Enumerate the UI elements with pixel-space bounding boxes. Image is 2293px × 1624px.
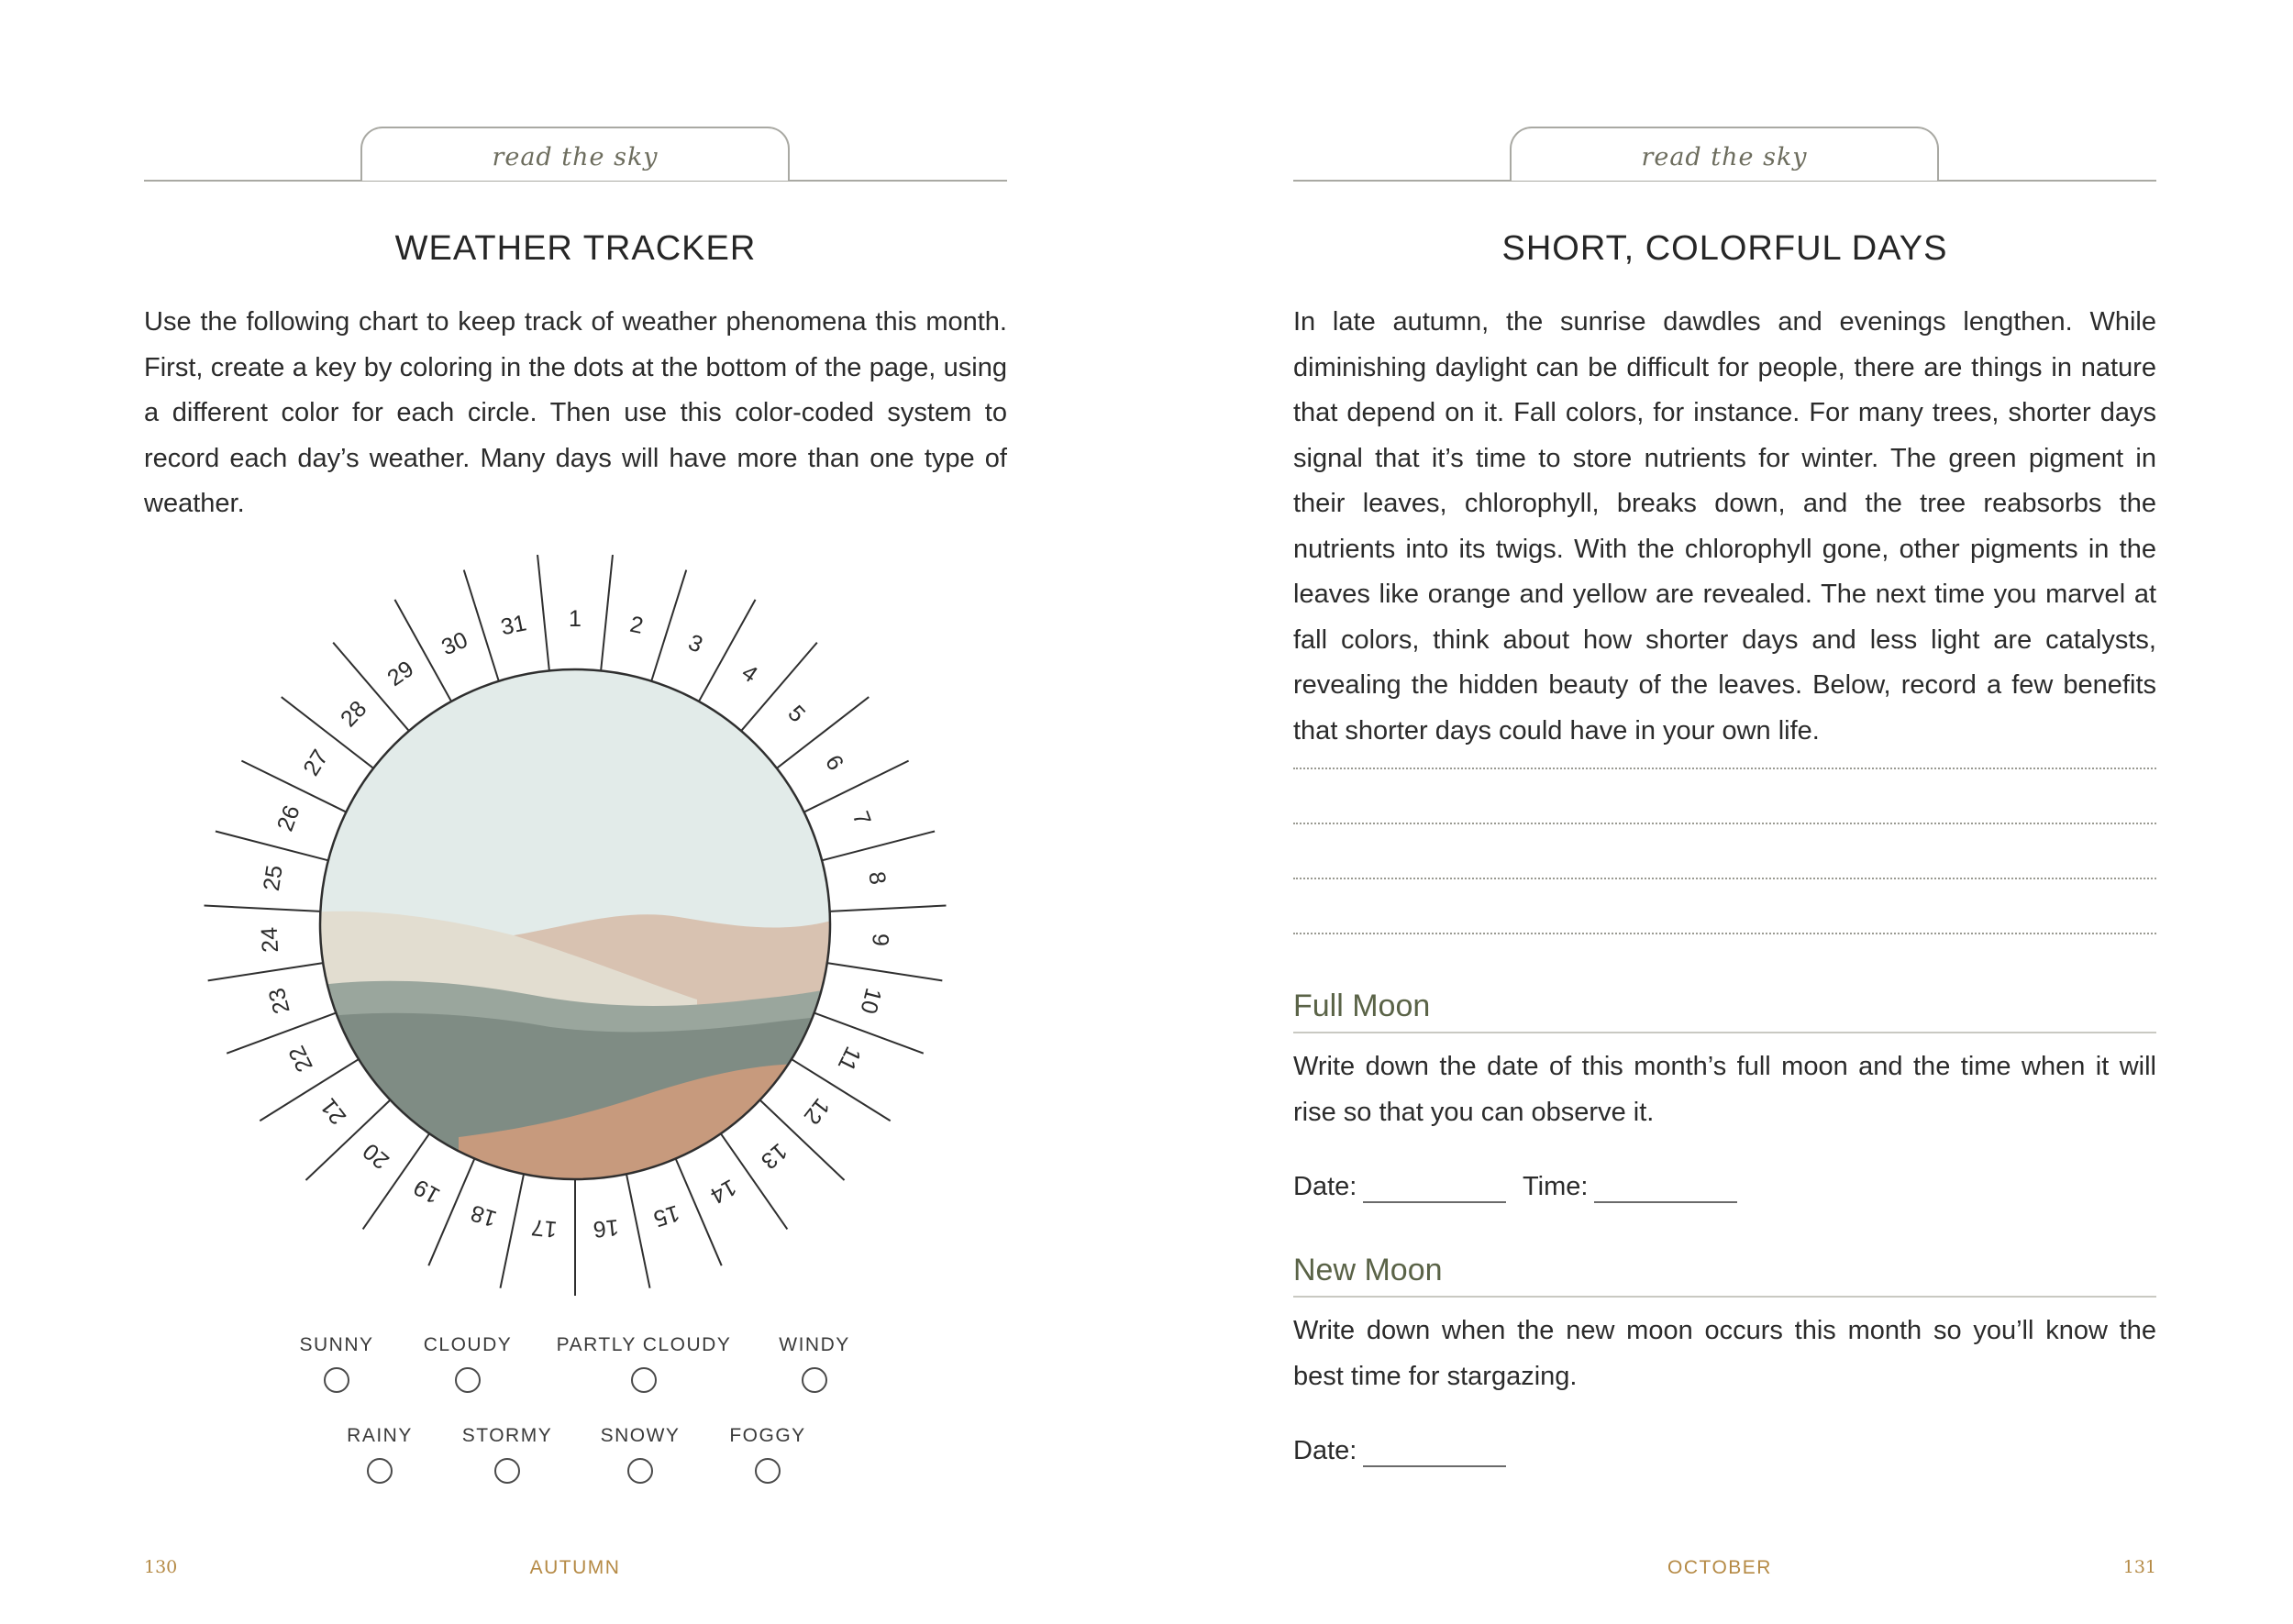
day-divider xyxy=(241,761,346,812)
new-moon-heading: New Moon xyxy=(1293,1253,1443,1287)
full-moon-date-label: Date: xyxy=(1293,1172,1357,1201)
day-label[interactable]: 30 xyxy=(438,626,471,661)
day-label[interactable]: 14 xyxy=(705,1174,741,1210)
day-label[interactable]: 6 xyxy=(820,750,849,776)
day-divider xyxy=(205,905,321,911)
day-label[interactable]: 9 xyxy=(867,933,893,947)
page-title: SHORT, COLORFUL DAYS xyxy=(1501,229,1948,268)
footer-section: AUTUMN xyxy=(529,1557,621,1578)
writing-line[interactable] xyxy=(1293,823,2156,824)
day-label[interactable]: 29 xyxy=(382,656,419,692)
footer-section: OCTOBER xyxy=(1667,1557,1772,1578)
legend-windy xyxy=(714,1334,915,1393)
day-divider xyxy=(814,1013,924,1054)
day-divider xyxy=(651,570,686,681)
full-moon-date-field[interactable] xyxy=(1363,1201,1506,1203)
day-label[interactable]: 20 xyxy=(358,1137,394,1175)
day-label[interactable]: 11 xyxy=(832,1042,867,1076)
page-title: WEATHER TRACKER xyxy=(394,229,757,268)
legend-label: PARTLY CLOUDY xyxy=(556,1334,732,1355)
day-label[interactable]: 8 xyxy=(863,869,892,887)
writing-line[interactable] xyxy=(1293,878,2156,879)
day-label[interactable]: 12 xyxy=(798,1093,835,1130)
day-label[interactable]: 18 xyxy=(467,1199,500,1232)
day-divider xyxy=(601,555,613,670)
day-label[interactable]: 22 xyxy=(283,1042,318,1077)
new-moon-text: Write down when the new moon occurs this month so you’ll know the best time for stargazing. xyxy=(1293,1316,2156,1391)
day-label[interactable]: 31 xyxy=(498,610,529,641)
day-divider xyxy=(777,697,869,768)
day-label[interactable]: 23 xyxy=(263,985,295,1017)
day-label[interactable]: 17 xyxy=(530,1213,559,1243)
day-divider xyxy=(537,555,549,670)
day-divider xyxy=(830,905,947,911)
legend-cloudy xyxy=(367,1334,569,1393)
color-key-dot[interactable] xyxy=(494,1458,520,1484)
new-moon-date-field[interactable] xyxy=(1363,1465,1506,1467)
color-key-dot[interactable] xyxy=(755,1458,781,1484)
full-moon-heading: Full Moon xyxy=(1293,989,1431,1023)
legend-label: STORMY xyxy=(461,1425,553,1446)
legend-label: FOGGY xyxy=(729,1425,806,1446)
day-label[interactable]: 4 xyxy=(737,659,762,689)
legend-label: CLOUDY xyxy=(423,1334,513,1355)
header-tab-label: read the sky xyxy=(492,143,659,171)
day-divider xyxy=(428,1158,474,1265)
article-paragraph: In late autumn, the sunrise dawdles and evenings lengthen. While diminishing daylight can be difficult for people, there are things in nature that depend on it. Fall colors, for instance. For many trees, shorter days signal that it’s time to store nutrients for winter. The green pigment in their leaves, chlorophyll, breaks down, and the tree reabsorbs the nutrients into its twigs. With the chlorophyll gone, other pigments in the leaves like orange and yellow are revealed. The next time you marvel at fall colors, think about how shorter days and less light are catalysts, revealing the hidden beauty of the leaves. Below, record a few benefits that shorter days could have in your own life. xyxy=(1293,307,2156,746)
day-label[interactable]: 26 xyxy=(271,801,305,835)
day-divider xyxy=(676,1158,722,1265)
day-divider xyxy=(741,643,817,731)
right-page xyxy=(1146,0,2293,1624)
day-divider xyxy=(208,963,324,980)
writing-line[interactable] xyxy=(1293,768,2156,769)
header-tab-label: read the sky xyxy=(1641,143,1808,171)
legend-label: RAINY xyxy=(347,1425,413,1446)
legend-foggy xyxy=(667,1425,869,1484)
day-divider xyxy=(822,831,935,860)
color-key-dot[interactable] xyxy=(627,1458,653,1484)
full-moon-time-field[interactable] xyxy=(1594,1201,1737,1203)
color-key-dot[interactable] xyxy=(455,1367,481,1393)
day-label[interactable]: 10 xyxy=(855,985,887,1017)
full-moon-time-label: Time: xyxy=(1523,1172,1589,1201)
day-divider xyxy=(804,761,909,812)
left-page xyxy=(0,0,1146,1624)
day-divider xyxy=(227,1013,336,1054)
day-label[interactable]: 28 xyxy=(335,695,372,733)
legend-label: WINDY xyxy=(779,1334,850,1355)
intro-paragraph: Use the following chart to keep track of weather phenomena this month. First, create a key by coloring in the dots at the bottom of the page, using a different color for each circle. Then use this color-coded system to record each day’s weather. Many days will have more than one type of weather. xyxy=(144,307,1007,518)
full-moon-text: Write down the date of this month’s full moon and the time when it will rise so that you can observe it. xyxy=(1293,1052,2156,1127)
day-divider xyxy=(827,963,943,980)
section-rule xyxy=(1293,1296,2156,1298)
day-label[interactable]: 15 xyxy=(650,1199,683,1232)
day-label[interactable]: 2 xyxy=(627,611,646,639)
header-tab xyxy=(1510,127,1939,181)
new-moon-date-label: Date: xyxy=(1293,1436,1357,1465)
day-label[interactable]: 5 xyxy=(782,700,811,728)
day-divider xyxy=(464,570,499,681)
day-label[interactable]: 13 xyxy=(756,1137,792,1175)
day-label[interactable]: 24 xyxy=(256,926,284,954)
section-rule xyxy=(1293,1032,2156,1033)
color-key-dot[interactable] xyxy=(631,1367,657,1393)
writing-line[interactable] xyxy=(1293,933,2156,934)
day-label[interactable]: 7 xyxy=(847,807,876,829)
day-label[interactable]: 27 xyxy=(298,745,334,781)
day-divider xyxy=(216,831,328,860)
color-key-dot[interactable] xyxy=(367,1458,393,1484)
page-number: 130 xyxy=(144,1557,178,1577)
legend-label: SNOWY xyxy=(600,1425,681,1446)
day-label[interactable]: 25 xyxy=(258,863,288,893)
day-label[interactable]: 16 xyxy=(592,1213,620,1243)
landscape-illustration xyxy=(312,660,844,1192)
day-divider xyxy=(626,1174,650,1287)
day-wheel-chart xyxy=(0,0,1146,1302)
day-label[interactable]: 1 xyxy=(569,606,582,632)
day-divider xyxy=(500,1174,524,1287)
day-label[interactable]: 3 xyxy=(684,629,707,658)
day-label[interactable]: 21 xyxy=(316,1093,352,1130)
color-key-dot[interactable] xyxy=(802,1367,827,1393)
day-label[interactable]: 19 xyxy=(409,1174,445,1210)
color-key-dot[interactable] xyxy=(324,1367,349,1393)
page-number: 131 xyxy=(2122,1557,2156,1577)
legend-label: SUNNY xyxy=(299,1334,374,1355)
